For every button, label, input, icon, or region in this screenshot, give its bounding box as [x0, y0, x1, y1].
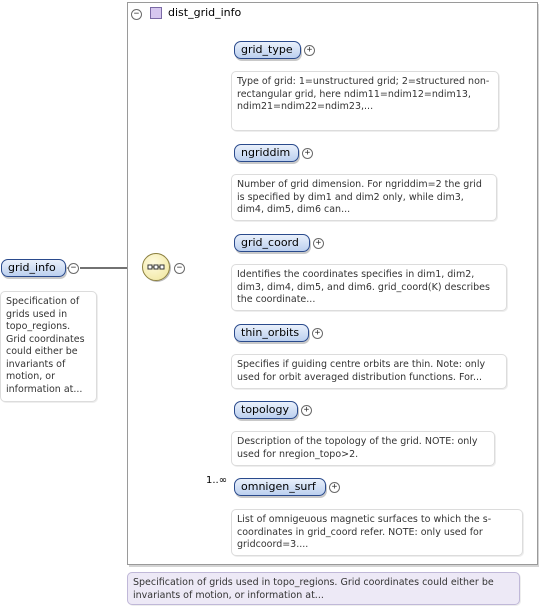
element-thin-orbits[interactable]: thin_orbits [234, 324, 309, 342]
element-ngriddim[interactable]: ngriddim [234, 144, 299, 162]
ngriddim-expand-icon[interactable]: + [302, 148, 313, 159]
complex-type-name: dist_grid_info [168, 6, 242, 19]
root-element-grid-info[interactable]: grid_info [1, 259, 66, 277]
complex-type-collapse-icon[interactable]: − [131, 9, 142, 20]
omnigen-surf-multiplicity: 1..∞ [206, 475, 228, 486]
omnigen-surf-description: List of omnigeuous magnetic surfaces to which the s-coordinates in grid_coord refer. NOTE: only used for gridcoord=3.... [231, 509, 523, 556]
sequence-compositor-icon[interactable] [142, 253, 170, 281]
complex-type-description: Specification of grids used in topo_regions. Grid coordinates could either be invariants of motion, or information at... [127, 572, 520, 605]
root-description: Specification of grids used in topo_regions. Grid coordinates could either be invariants of motion, or information at... [0, 291, 97, 402]
grid-coord-expand-icon[interactable]: + [313, 238, 324, 249]
complex-type-icon [150, 7, 162, 19]
element-grid-coord[interactable]: grid_coord [234, 234, 310, 252]
sequence-collapse-icon[interactable]: − [174, 263, 185, 274]
thin-orbits-description: Specifies if guiding centre orbits are thin. Note: only used for orbit averaged distribution functions. For... [231, 354, 507, 389]
element-topology[interactable]: topology [234, 401, 298, 419]
ngriddim-description: Number of grid dimension. For ngriddim=2 the grid is specified by dim1 and dim2 only, while dim3, dim4, dim5, dim6 can... [231, 174, 497, 221]
omnigen-surf-expand-icon[interactable]: + [329, 482, 340, 493]
topology-description: Description of the topology of the grid. NOTE: only used for nregion_topo>2. [231, 431, 495, 466]
thin-orbits-expand-icon[interactable]: + [312, 328, 323, 339]
element-grid-type[interactable]: grid_type [234, 41, 301, 59]
grid-type-description: Type of grid: 1=unstructured grid; 2=structured non-rectangular grid, here ndim11=ndim12=ndim13, ndim21=ndim22=ndim23,... [231, 71, 499, 131]
sequence-glyph-icon [143, 254, 169, 280]
topology-expand-icon[interactable]: + [301, 405, 312, 416]
grid-coord-description: Identifies the coordinates specifies in dim1, dim2, dim3, dim4, dim5, and dim6. grid_coord(K) describes the coordinate... [231, 264, 507, 311]
root-collapse-icon[interactable]: − [68, 263, 79, 274]
element-omnigen-surf[interactable]: omnigen_surf [234, 478, 326, 496]
grid-type-expand-icon[interactable]: + [304, 45, 315, 56]
